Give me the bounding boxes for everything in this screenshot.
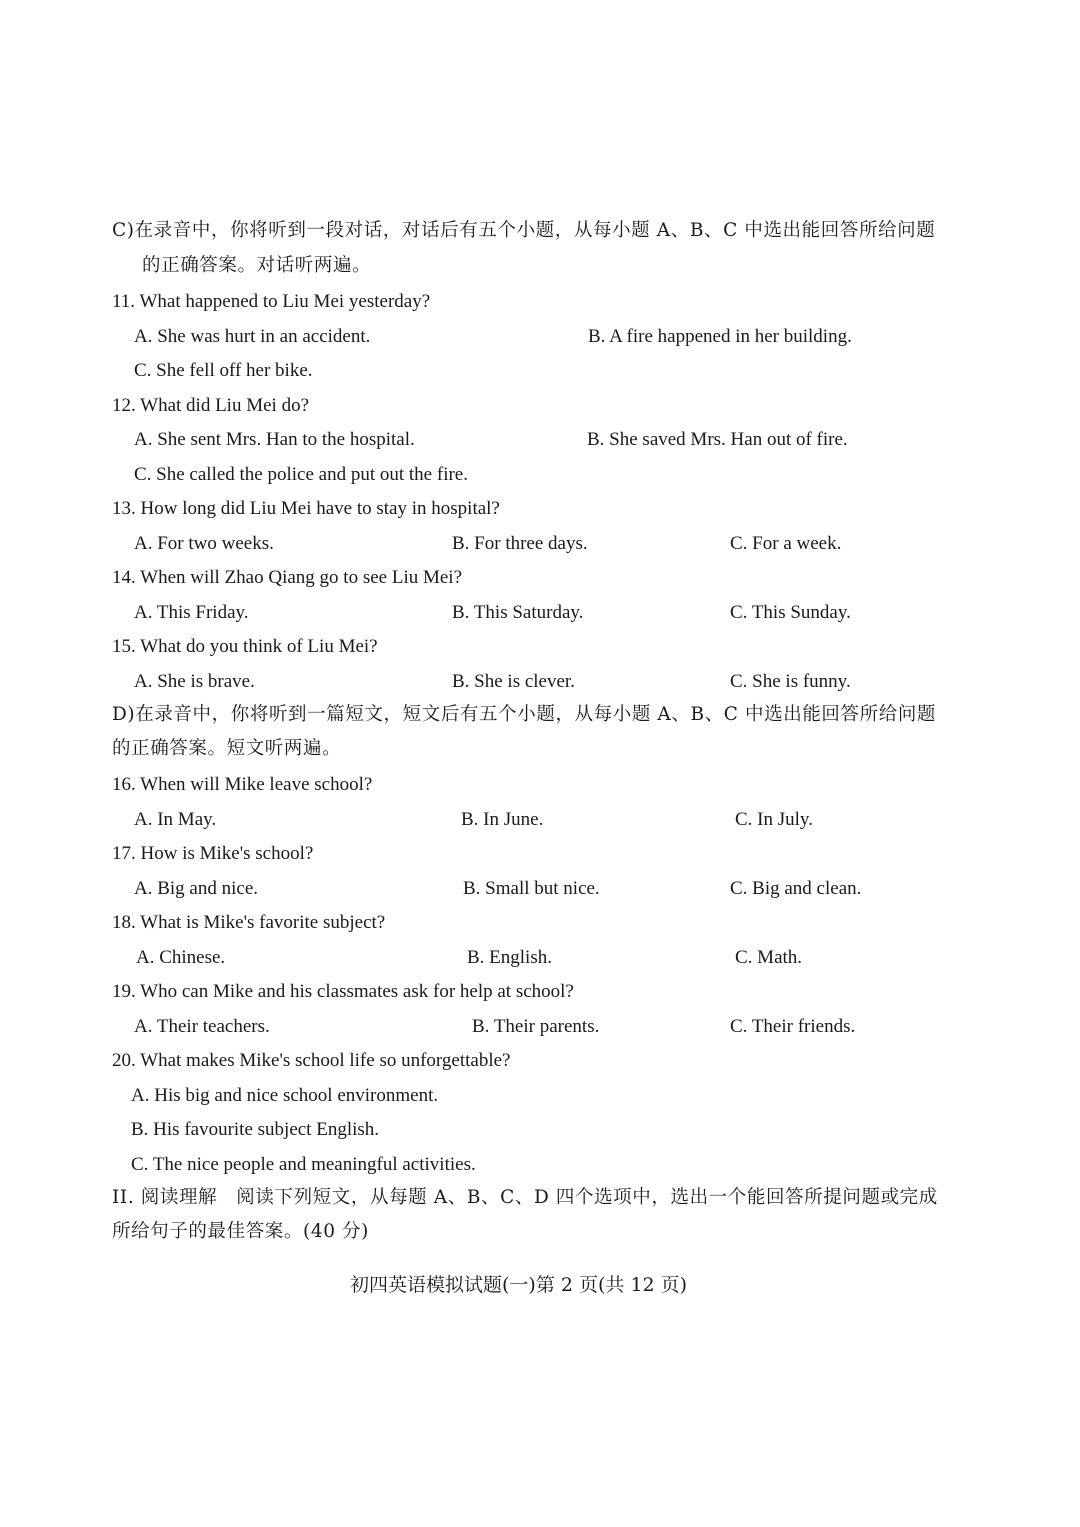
question-17-option-b[interactable]: B. Small but nice. (463, 878, 600, 899)
question-15-option-b[interactable]: B. She is clever. (452, 671, 575, 692)
question-16-option-b[interactable]: B. In June. (461, 809, 544, 830)
question-11-option-c[interactable]: C. She fell off her bike. (134, 360, 313, 381)
question-20-option-c[interactable]: C. The nice people and meaningful activities. (131, 1154, 476, 1175)
question-14-stem: 14. When will Zhao Qiang go to see Liu Mei? (112, 567, 463, 588)
question-15-option-c[interactable]: C. She is funny. (730, 671, 851, 692)
question-13-option-c[interactable]: C. For a week. (730, 533, 842, 554)
section-c-instruction-line2: 的正确答案。对话听两遍。 (142, 255, 372, 276)
question-13-option-a[interactable]: A. For two weeks. (134, 533, 274, 554)
question-19-option-c[interactable]: C. Their friends. (730, 1016, 856, 1037)
question-11-option-b[interactable]: B. A fire happened in her building. (588, 326, 852, 347)
question-11-stem: 11. What happened to Liu Mei yesterday? (112, 291, 431, 312)
section-c-instruction-line1: C)在录音中，你将听到一段对话，对话后有五个小题，从每小题 A、B、C 中选出能回答所给问题 (112, 220, 936, 241)
question-18-option-c[interactable]: C. Math. (735, 947, 803, 968)
question-20-option-a[interactable]: A. His big and nice school environment. (131, 1085, 439, 1106)
question-18-option-b[interactable]: B. English. (467, 947, 552, 968)
question-13-option-b[interactable]: B. For three days. (452, 533, 588, 554)
question-14-option-a[interactable]: A. This Friday. (134, 602, 249, 623)
question-16-option-a[interactable]: A. In May. (134, 809, 217, 830)
question-14-option-c[interactable]: C. This Sunday. (730, 602, 851, 623)
question-14-option-b[interactable]: B. This Saturday. (452, 602, 584, 623)
question-20-option-b[interactable]: B. His favourite subject English. (131, 1119, 380, 1140)
question-15-option-a[interactable]: A. She is brave. (134, 671, 255, 692)
question-12-option-a[interactable]: A. She sent Mrs. Han to the hospital. (134, 429, 415, 450)
question-12-option-b[interactable]: B. She saved Mrs. Han out of fire. (587, 429, 848, 450)
question-17-option-a[interactable]: A. Big and nice. (134, 878, 259, 899)
question-12-stem: 12. What did Liu Mei do? (112, 395, 310, 416)
question-19-option-a[interactable]: A. Their teachers. (134, 1016, 270, 1037)
question-13-stem: 13. How long did Liu Mei have to stay in hospital? (112, 498, 500, 519)
question-12-option-c[interactable]: C. She called the police and put out the fire. (134, 464, 468, 485)
section-d-instruction-line1: D)在录音中，你将听到一篇短文，短文后有五个小题，从每小题 A、B、C 中选出能回答所给问题 (112, 704, 937, 725)
question-18-option-a[interactable]: A. Chinese. (136, 947, 226, 968)
question-19-stem: 19. Who can Mike and his classmates ask for help at school? (112, 981, 574, 1002)
question-17-stem: 17. How is Mike's school? (112, 843, 314, 864)
question-18-stem: 18. What is Mike's favorite subject? (112, 912, 386, 933)
question-19-option-b[interactable]: B. Their parents. (472, 1016, 600, 1037)
part-ii-instruction-line1: II. 阅读理解 阅读下列短文，从每题 A、B、C、D 四个选项中，选出一个能回答所提问题或完成 (112, 1187, 938, 1208)
question-11-option-a[interactable]: A. She was hurt in an accident. (134, 326, 371, 347)
part-ii-instruction-line2: 所给句子的最佳答案。(40 分) (112, 1221, 369, 1242)
question-16-option-c[interactable]: C. In July. (735, 809, 813, 830)
question-15-stem: 15. What do you think of Liu Mei? (112, 636, 378, 657)
question-16-stem: 16. When will Mike leave school? (112, 774, 373, 795)
question-17-option-c[interactable]: C. Big and clean. (730, 878, 862, 899)
section-d-instruction-line2: 的正确答案。短文听两遍。 (112, 738, 342, 759)
page-footer: 初四英语模拟试题(一)第 2 页(共 12 页) (350, 1274, 688, 1296)
question-20-stem: 20. What makes Mike's school life so unforgettable? (112, 1050, 511, 1071)
